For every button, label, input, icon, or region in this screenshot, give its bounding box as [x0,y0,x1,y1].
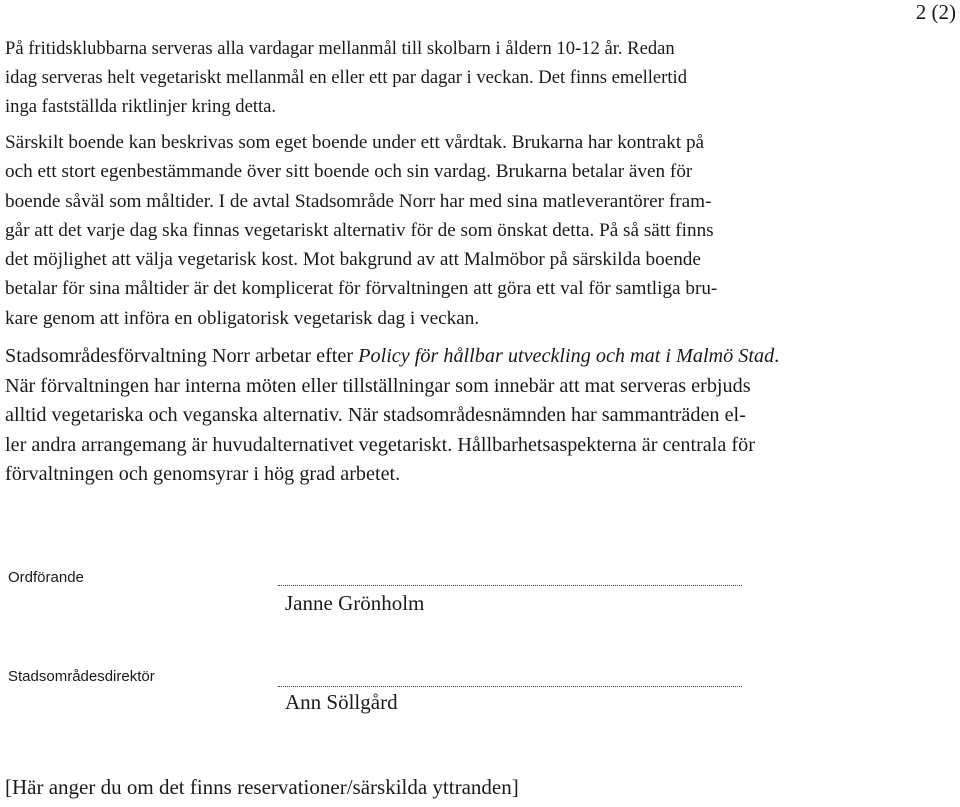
text-line: betalar för sina måltider är det komplicerat för förvaltningen att göra ett val för samtliga bru- [5,278,718,300]
signature-line [278,585,742,586]
text-line: boende såväl som måltider. I de avtal Stadsområde Norr har med sina matleverantörer fram- [5,190,712,212]
policy-period: . [774,345,780,367]
text-line: idag serveras helt vegetariskt mellanmål en eller ett par dagar i veckan. Det finns emellertid [5,67,688,88]
text-line: När förvaltningen har interna möten eller tillställningar som innebär att mat serveras erbjuds [5,374,751,397]
text-line: ler andra arrangemang är huvudalternativet vegetariskt. Hållbarhetsaspekterna är centrala för [5,433,755,456]
paragraph-fritidsklubbar [5,34,905,121]
reservation-note: [Här anger du om det finns reservationer/särskilda yttranden] [5,775,519,799]
signature-role-direktor: Stadsområdesdirektör [8,668,155,685]
paragraph-forvaltning-norr [5,342,905,490]
text-line [5,342,905,372]
signature-line [278,686,742,687]
signature-name-ordforande: Janne Grönholm [285,591,425,615]
text-line: Särskilt boende kan beskrivas som eget boende under ett vårdtak. Brukarna har kontrakt på [5,132,705,153]
text-line: alltid vegetariska och veganska alternativ. När stadsområdesnämnden har sammanträden el- [5,404,746,426]
paragraph-sarskilt-boende [5,128,905,333]
page-number: 2 (2) [915,0,956,24]
text-line: går att det varje dag ska finnas vegetariskt alternativ för de som önskat detta. På så sätt finns [5,219,714,241]
text-line: På fritidsklubbarna serveras alla vardagar mellanmål till skolbarn i åldern 10-12 år. Redan [5,38,675,59]
policy-title: Policy för hållbar utveckling och mat i Malmö Stad [358,345,775,367]
signature-role-ordforande: Ordförande [8,569,84,586]
text-line: och ett stort egenbestämmande över sitt boende och sin vardag. Brukarna betalar även för [5,161,693,183]
text-line: inga fastställda riktlinjer kring detta. [5,96,277,117]
text-line: kare genom att införa en obligatorisk vegetarisk dag i veckan. [5,307,480,329]
signature-name-direktor: Ann Söllgård [285,690,398,714]
policy-intro-text: Stadsområdesförvaltning Norr arbetar efter [5,345,359,367]
text-line: förvaltningen och genomsyrar i hög grad arbetet. [5,463,401,485]
text-line: det möjlighet att välja vegetarisk kost. Mot bakgrund av att Malmöbor på särskilda boende [5,249,701,271]
